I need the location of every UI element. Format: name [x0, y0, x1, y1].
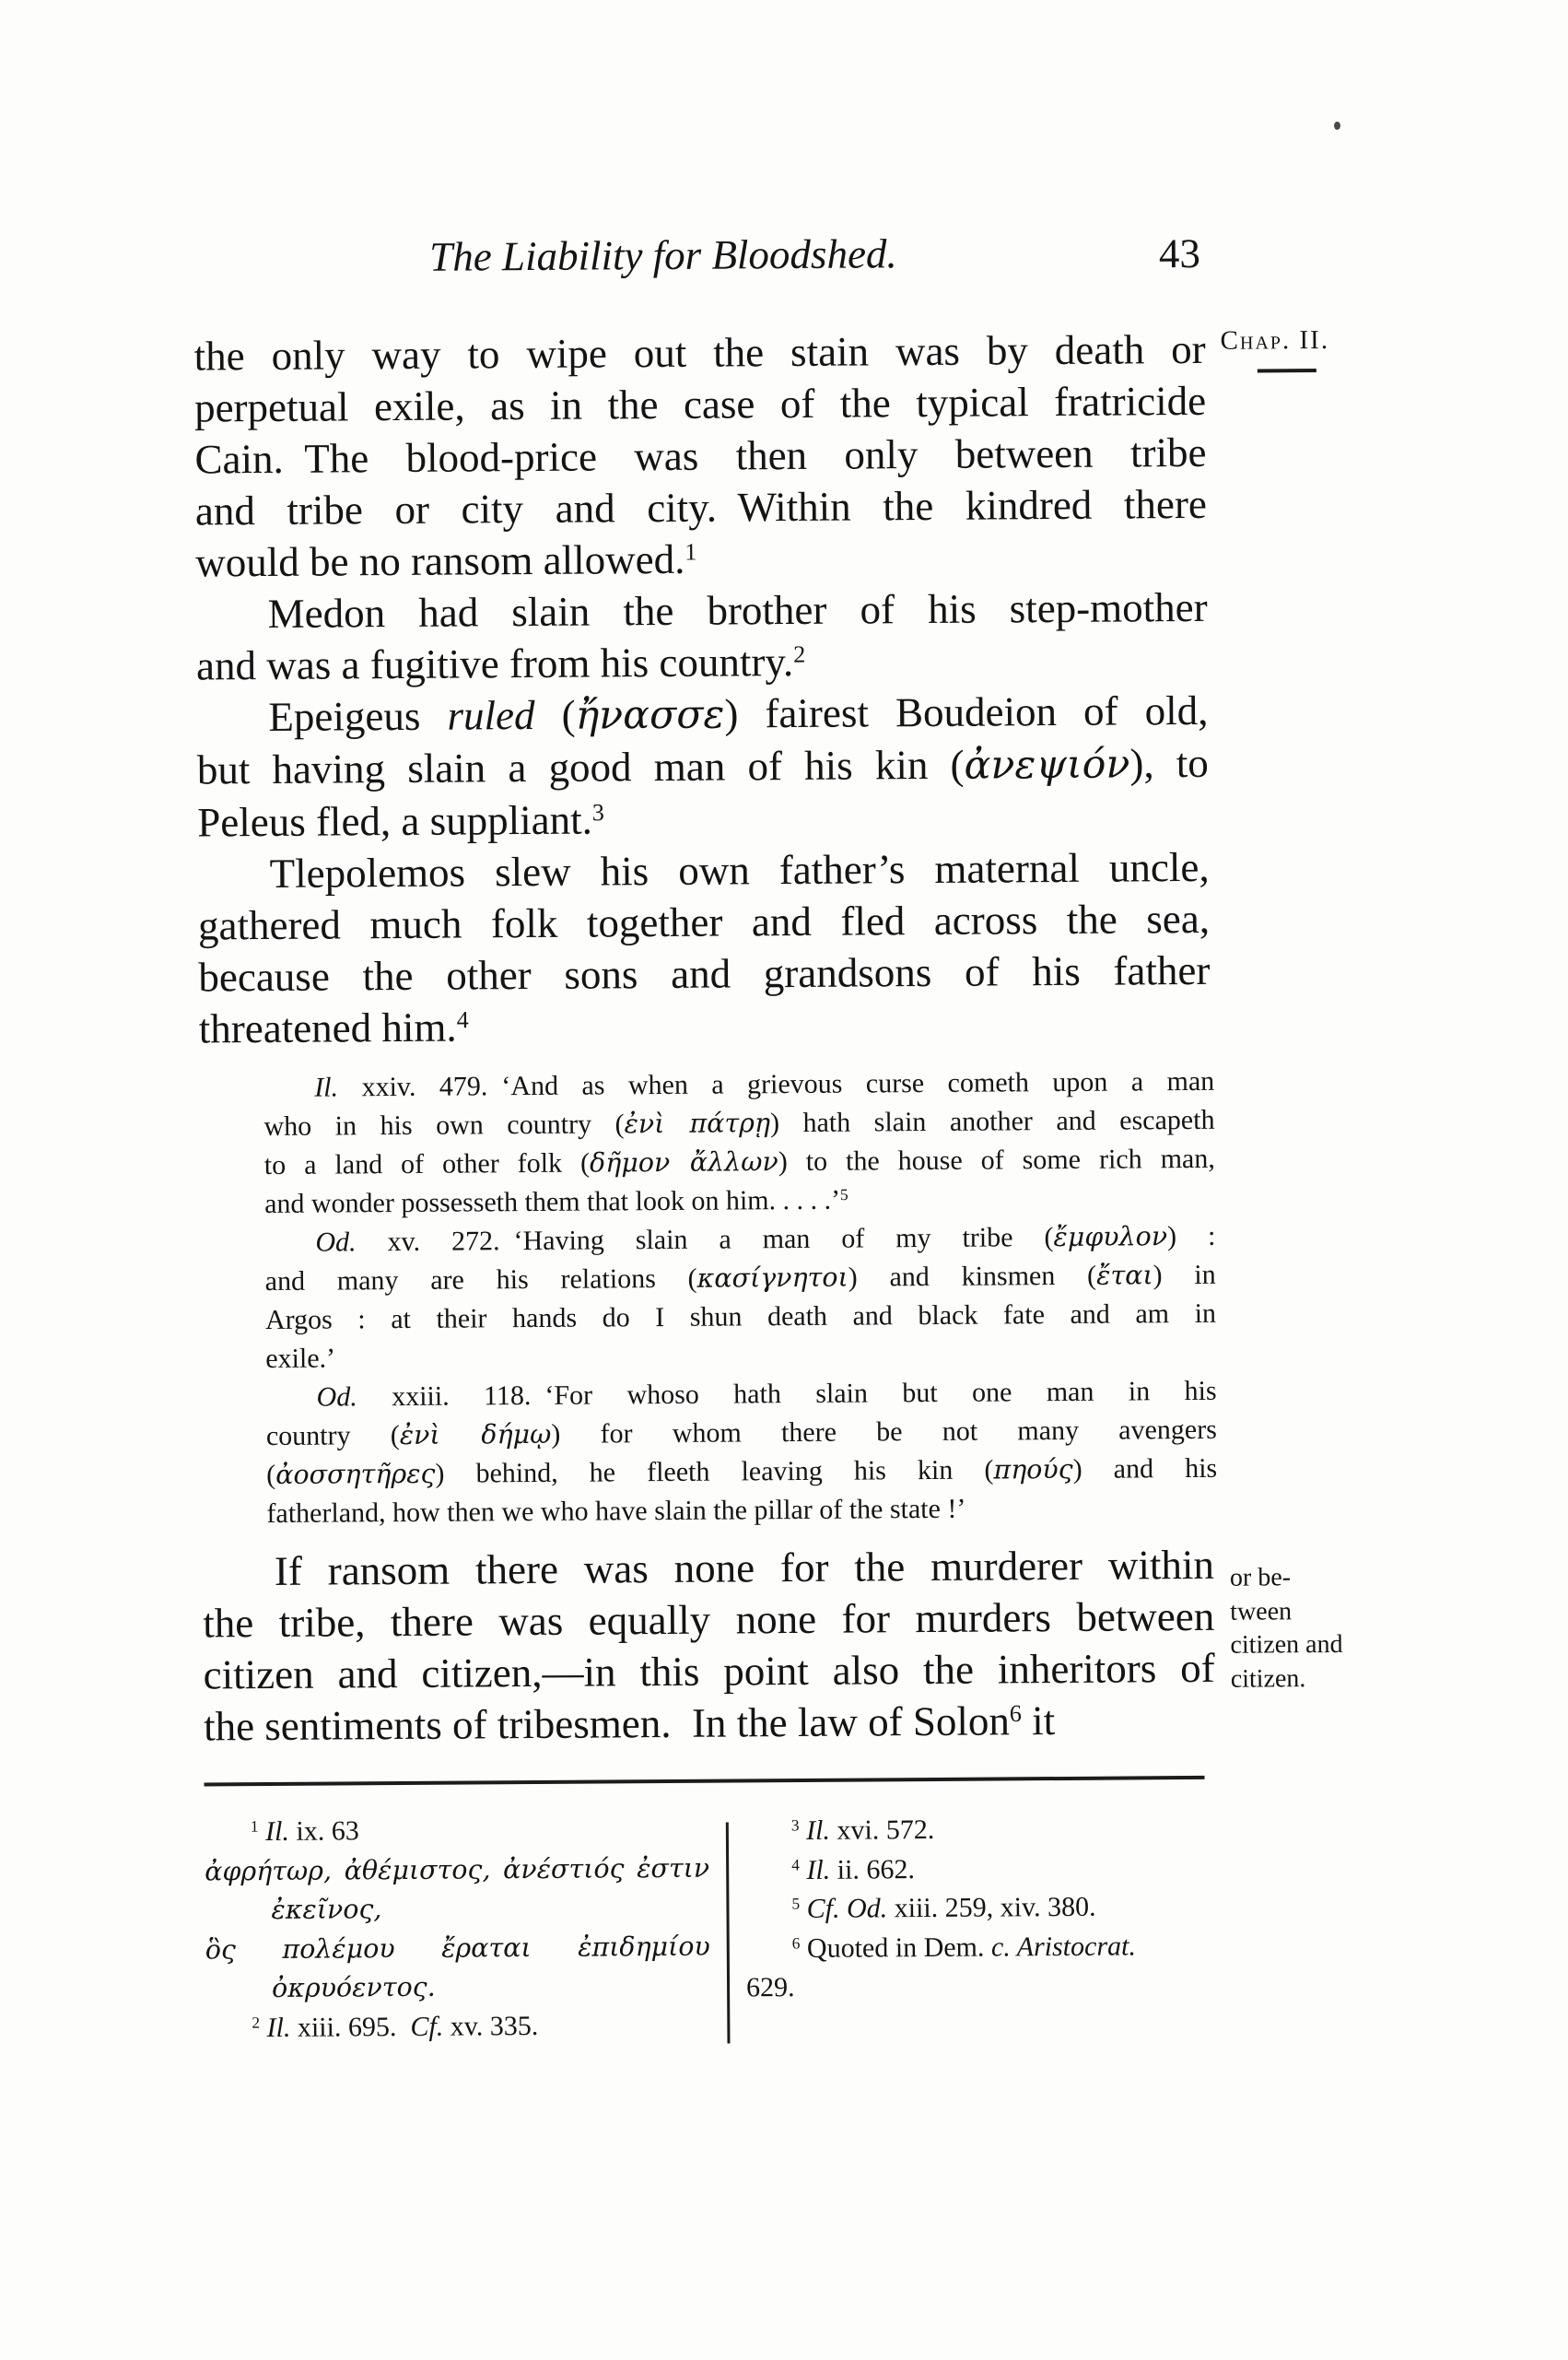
side-note-line: tween — [1230, 1596, 1293, 1626]
text-line — [198, 945, 1210, 1004]
chapter-rule — [1258, 369, 1316, 372]
text-segment: Medon had slain the brother of his step-mother — [267, 583, 1208, 637]
text-segment: the tribe, there was equally none for murders between — [203, 1592, 1215, 1647]
side-note-line: or be- — [1229, 1563, 1292, 1592]
footnotes-left-column — [205, 1810, 711, 2049]
text-segment: and tribe or city and city. Within the kindred there — [194, 480, 1208, 534]
footnote-ref: 3 — [790, 1815, 800, 1835]
text-segment: xv. 272. ‘Having slain a man of my tribe ( — [356, 1222, 1054, 1258]
text-segment: ) to the house of some rich man, — [778, 1143, 1215, 1178]
text-segment: to a land of other folk ( — [263, 1147, 591, 1181]
page-number: 43 — [1158, 229, 1201, 277]
footnote-ref: 4 — [791, 1854, 800, 1873]
footnote-ref: 6 — [791, 1932, 801, 1952]
text-segment: ) hath slain another and escapeth — [769, 1104, 1215, 1139]
greek-text: δῆμον ἄλλων — [589, 1146, 778, 1179]
text-segment: ruled — [447, 691, 535, 739]
text-segment: xiii. 695. — [290, 2011, 411, 2043]
text-segment: ) and his — [1072, 1452, 1218, 1485]
text-segment: ) for whom there be not many avengers — [551, 1414, 1217, 1450]
text-segment: ) in — [1153, 1259, 1216, 1291]
text-segment: If ransom there was none for the murderer within — [274, 1541, 1215, 1594]
text-segment: Argos : at their hands do I shun death and black fate and am in — [264, 1297, 1217, 1336]
text-line — [205, 1967, 710, 2009]
text-segment: 629. — [745, 1972, 795, 2003]
text-line — [203, 1642, 1214, 1701]
text-segment: Il. — [266, 2012, 291, 2043]
text-line — [195, 581, 1207, 640]
text-segment: ), to — [1129, 739, 1209, 787]
side-note-line: citizen and — [1230, 1629, 1343, 1660]
text-segment: the sentiments of tribesmen. In the law of Solon — [203, 1697, 1011, 1750]
text-line — [205, 1849, 709, 1891]
text-line — [745, 1887, 1220, 1930]
text-line — [265, 1372, 1216, 1417]
text-line — [266, 1488, 1217, 1533]
text-segment: Od. — [316, 1381, 357, 1413]
text-segment: ix. 63 — [288, 1815, 359, 1847]
text-segment: and wonder possesseth them that look on him. . . . .’ — [264, 1184, 841, 1220]
text-segment: Peleus fled, a suppliant. — [197, 796, 593, 846]
text-line — [203, 1539, 1214, 1598]
text-segment: xvi. 572. — [829, 1814, 935, 1846]
greek-text: ἀνεψιόν — [964, 741, 1130, 789]
greek-text: πηούς — [993, 1453, 1073, 1485]
greek-text: ὃς πολέμου ἔραται ἐπιδημίου — [205, 1931, 710, 1965]
text-segment: ) behind, he fleeth leaving his kin ( — [435, 1454, 994, 1489]
text-line — [194, 323, 1206, 382]
text-segment: and many are his relations ( — [264, 1262, 697, 1297]
text-segment: citizen and citizen,—in this point also the inheritors of — [203, 1644, 1215, 1698]
text-segment: xxiv. 479. ‘And as when a grievous curse cometh upon a man — [337, 1065, 1215, 1103]
text-line — [264, 1217, 1215, 1262]
greek-text: ἐκεῖνος, — [271, 1894, 382, 1925]
text-line — [264, 1140, 1215, 1185]
text-line — [199, 996, 1211, 1055]
text-line — [746, 1926, 1221, 1968]
text-line — [205, 1810, 709, 1852]
text-segment: the only way to wipe out the stain was by death or — [193, 325, 1206, 380]
footnote-ref: 6 — [1009, 1699, 1023, 1728]
text-segment: xv. 335. — [443, 2010, 539, 2042]
text-segment: Quoted in Dem. — [800, 1931, 992, 1964]
text-segment: Il. — [806, 1854, 831, 1885]
side-note-line: citizen. — [1230, 1663, 1306, 1694]
text-segment: perpetual exile, as in the case of the typical fratricide — [193, 377, 1207, 431]
text-line — [197, 841, 1209, 900]
body-paragraphs-top — [194, 323, 1211, 1055]
greek-text: ἤνασσε — [575, 691, 725, 739]
greek-text: κασίγνητοι — [696, 1262, 848, 1294]
text-segment: ) and kinsmen ( — [848, 1260, 1097, 1293]
text-segment: Il. — [264, 1815, 290, 1848]
text-segment: c. Aristocrat. — [990, 1930, 1137, 1963]
text-line — [266, 1411, 1217, 1456]
text-line — [196, 633, 1208, 692]
text-segment: Il. — [314, 1072, 339, 1103]
footnotes-right-column — [745, 1809, 1221, 2008]
footnote-ref: 2 — [252, 2013, 261, 2032]
text-line — [745, 1848, 1220, 1890]
text-segment: would be no ransom allowed. — [195, 535, 685, 586]
footnote-ref: 2 — [793, 640, 806, 668]
text-segment: because the other sons and grandsons of his father — [198, 946, 1211, 1001]
text-line — [263, 1101, 1214, 1146]
text-segment: country ( — [265, 1420, 400, 1452]
text-line — [204, 1694, 1215, 1753]
greek-text: ἀοσσητῆρες — [275, 1458, 436, 1490]
text-segment: it — [1021, 1697, 1056, 1744]
text-segment: Epeigeus — [268, 692, 448, 740]
text-line — [205, 2005, 710, 2048]
chapter-margin-note: Chap. II. — [1220, 324, 1330, 356]
greek-text: ἀφρήτωρ, ἀθέμιστος, ἀνέστιός ἐστιν — [205, 1852, 710, 1886]
text-segment: Il. — [805, 1814, 831, 1846]
text-line — [196, 685, 1208, 745]
footnote-separator-rule — [205, 1776, 1205, 1787]
text-segment: Cain. The blood-price was then only between tribe — [194, 429, 1207, 483]
text-line — [265, 1333, 1216, 1379]
text-segment: ) : — [1167, 1220, 1216, 1252]
footnote-ref: 1 — [250, 1816, 259, 1836]
text-line — [205, 1927, 710, 1969]
footnote-ref: 5 — [791, 1894, 801, 1913]
greek-text: ἐνὶ δήμῳ — [399, 1418, 552, 1451]
text-segment: ) fairest Boudeion of old, — [724, 687, 1209, 737]
text-segment: fatherland, how then we who have slain the pillar of the state !’ — [266, 1493, 966, 1530]
body-paragraphs-bottom — [203, 1539, 1216, 1753]
text-segment: ii. 662. — [830, 1853, 916, 1885]
text-line — [745, 1809, 1220, 1851]
scan-speck — [1334, 122, 1340, 130]
greek-text: ὀκρυόεντος. — [271, 1971, 436, 2003]
text-segment: xiii. 259, xiv. 380. — [887, 1891, 1096, 1924]
text-segment: exile.’ — [265, 1343, 336, 1375]
text-segment: threatened him. — [198, 1004, 457, 1052]
text-line — [263, 1063, 1214, 1108]
text-segment: and was a fugitive from his country. — [195, 639, 794, 689]
text-segment: Od. — [315, 1227, 357, 1258]
text-segment: xxiii. 118. ‘For whoso hath slain but one man in his — [357, 1375, 1217, 1413]
text-line — [205, 1888, 709, 1931]
greek-text: ἐνὶ πάτρῃ — [624, 1108, 771, 1140]
text-segment: but having slain a good man of his kin ( — [196, 741, 965, 793]
footnote-column-divider — [726, 1823, 731, 2044]
text-line — [265, 1295, 1216, 1340]
greek-text: ἔται — [1095, 1260, 1153, 1291]
footnote-ref: 4 — [456, 1006, 469, 1034]
side-margin-note — [1230, 1561, 1387, 1697]
text-line — [264, 1179, 1215, 1224]
blockquote-citations — [263, 1063, 1217, 1533]
text-line — [197, 790, 1209, 849]
text-line — [746, 1966, 1221, 2008]
text-segment: gathered much folk together and fled across the sea, — [197, 895, 1211, 949]
text-segment: who in his own country ( — [263, 1109, 625, 1143]
footnote-ref: 5 — [839, 1185, 848, 1204]
footnote-ref: 1 — [685, 538, 697, 566]
text-line — [195, 530, 1207, 589]
text-line — [265, 1256, 1216, 1301]
text-line — [195, 478, 1207, 537]
text-line — [194, 427, 1206, 486]
text-segment: Cf. Od. — [806, 1893, 888, 1924]
footnote-ref: 3 — [591, 799, 604, 827]
greek-text: ἔμφυλον — [1053, 1221, 1168, 1253]
text-segment: Tlepolemos slew his own father’s maternal uncle, — [269, 843, 1210, 897]
text-line — [197, 737, 1209, 797]
running-title: The Liability for Bloodshed. — [429, 230, 897, 280]
text-line — [266, 1450, 1217, 1495]
text-line — [198, 893, 1210, 952]
text-line — [194, 375, 1206, 434]
text-line — [203, 1591, 1214, 1650]
text-segment: ( — [534, 691, 576, 738]
text-segment: ( — [266, 1459, 276, 1491]
text-segment: Cf. — [410, 2011, 444, 2042]
